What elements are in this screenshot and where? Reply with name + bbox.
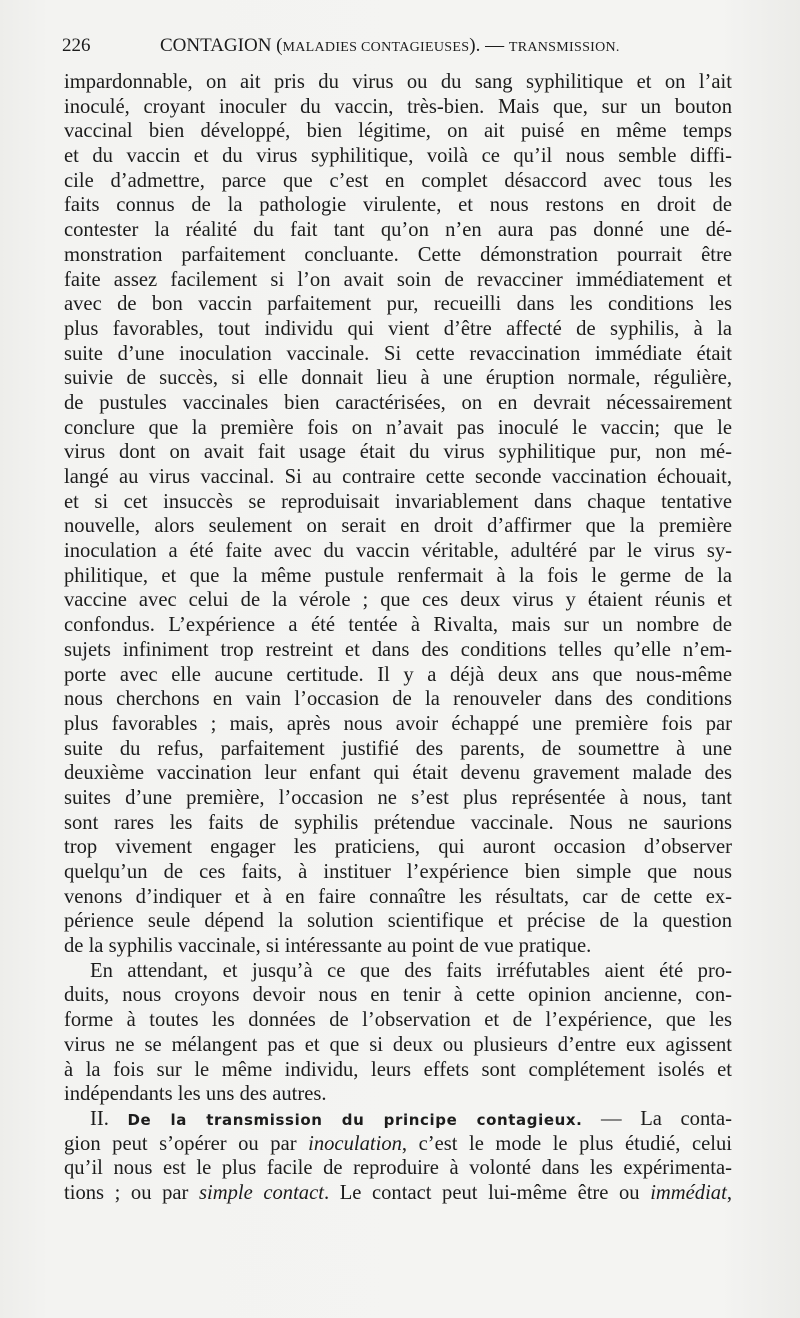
text-line: suivie de succès, si elle donnait lieu à une éruption normale, régulière,: [64, 367, 732, 390]
text-line: tions ; ou par simple contact. Le contact peut lui-même être ou immédiat,: [64, 1181, 732, 1204]
text-line: qu’il nous est le plus facile de reproduire à volonté dans les expérimenta-: [64, 1157, 732, 1180]
text-line: vaccinal bien développé, bien légitime, on ait puisé en même temps: [64, 120, 732, 143]
text-line: à la fois sur le même individu, leurs effets sont complétement isolés et: [64, 1058, 732, 1081]
text-line: nous cherchons en vain l’occasion de la renouveler dans des conditions: [64, 688, 732, 711]
text-line: conclure que la première fois on n’avait pas inoculé le vaccin; que le: [64, 416, 732, 439]
text-line: faite assez facilement si l’on avait soin de revacciner immédiatement et: [64, 268, 732, 291]
text-line: sujets infiniment trop restreint et dans des conditions telles qu’elle n’em-: [64, 638, 732, 661]
text-line: inoculation a été faite avec du vaccin véritable, adultéré par le virus sy-: [64, 540, 732, 563]
text-line: philitique, et que la même pustule renfermait à la fois le germe de la: [64, 564, 732, 587]
text-line: de la syphilis vaccinale, si intéressante au point de vue pratique.: [64, 935, 592, 958]
text-line: inoculé, croyant inoculer du vaccin, très-bien. Mais que, sur un bouton: [64, 95, 732, 118]
emphasis-inoculation: inoculation: [308, 1132, 402, 1155]
text-line: suites d’une première, l’occasion ne s’est plus représentée à nous, tant: [64, 786, 732, 809]
section-heading-line: [64, 1107, 732, 1132]
text-line: cile d’admettre, parce que c’est en complet désaccord avec tous les: [64, 169, 732, 192]
text-line: deuxième vaccination leur enfant qui était devenu gravement malade des: [64, 762, 732, 785]
text-line: plus favorables ; mais, après nous avoir échappé une première fois par: [64, 712, 732, 735]
text-line: trop vivement engager les praticiens, qui auront occasion d’observer: [64, 836, 732, 859]
body-text: [64, 70, 732, 1206]
text-line: suite du refus, parfaitement justifié des parents, de soumettre à une: [64, 737, 732, 760]
section-number: II.: [90, 1107, 128, 1130]
text-line: langé au virus vaccinal. Si au contraire cette seconde vaccination échouait,: [64, 466, 732, 488]
text-line: porte avec elle aucune certitude. Il y a déjà deux ans que nous-même: [64, 663, 732, 686]
text-line: contester la réalité du fait tant qu’on n’en aura pas donné une dé-: [64, 219, 732, 242]
text-line: sont rares les faits de syphilis prétendue vaccinale. Nous ne saurions: [64, 811, 732, 834]
text-line: indépendants les uns des autres.: [64, 1083, 327, 1106]
running-title: CONTAGION (MALADIES CONTAGIEUSES). — TRANSMISSION.: [160, 35, 620, 56]
page-number: 226: [62, 35, 91, 56]
section-heading: De la transmission du principe contagieux.: [127, 1110, 583, 1129]
text-line: duits, nous croyons devoir nous en tenir à cette opinion ancienne, con-: [64, 984, 732, 1007]
running-head: [62, 34, 742, 58]
text-line: nouvelle, alors seulement on serait en droit d’affirmer que la première: [64, 515, 732, 538]
text-line: faits connus de la pathologie virulente, et nous restons en droit de: [64, 194, 732, 217]
text-line: et du vaccin et du virus syphilitique, voilà ce qu’il nous semble diffi-: [64, 145, 732, 168]
text-line: impardonnable, on ait pris du virus ou du sang syphilitique et on l’ait: [64, 71, 732, 93]
emphasis-simple-contact: simple contact: [199, 1181, 324, 1204]
text-line: confondus. L’expérience a été tentée à Rivalta, mais sur un nombre de: [64, 614, 732, 637]
text-line: virus dont on avait fait usage était du virus syphilitique pur, non mé-: [64, 441, 732, 464]
text-line: périence seule dépend la solution scientifique et précise de la question: [64, 910, 732, 933]
text-line: forme à toutes les données de l’observation et de l’expérience, que les: [64, 1009, 732, 1032]
text-line: avec de bon vaccin parfaitement pur, recueilli dans les conditions les: [64, 293, 732, 316]
text-line: de pustules vaccinales bien caractérisées, on en devrait nécessairement: [64, 391, 732, 414]
text-line: plus favorables, tout individu qui vient d’être affecté de syphilis, à la: [64, 317, 732, 340]
text-line: venons d’indiquer et à en faire connaître les résultats, car de cette ex-: [64, 885, 732, 908]
text-line: monstration parfaitement concluante. Cette démonstration pourrait être: [64, 243, 732, 266]
running-section: TRANSMISSION.: [508, 40, 620, 55]
text-line: et si cet insuccès se reproduisait invariablement dans chaque tentative: [64, 490, 732, 513]
text-line: gion peut s’opérer ou par inoculation, c’est le mode le plus étudié, celui: [64, 1132, 732, 1155]
emphasis-immediat: immédiat: [650, 1181, 727, 1204]
section-heading-continuation: — La conta-: [582, 1107, 732, 1130]
text-line: suite d’une inoculation vaccinale. Si cette revaccination immédiate était: [64, 342, 732, 365]
text-line: quelqu’un de ces faits, à instituer l’expérience bien simple que nous: [64, 861, 732, 883]
text-line: vaccine avec celui de la vérole ; que ces deux virus y étaient réunis et: [64, 589, 732, 612]
paragraph-start-line: En attendant, et jusqu’à ce que des faits irréfutables aient été pro-: [90, 959, 732, 982]
text-line: virus ne se mélangent pas et que si deux ou plusieurs d’entre eux agissent: [64, 1033, 732, 1056]
